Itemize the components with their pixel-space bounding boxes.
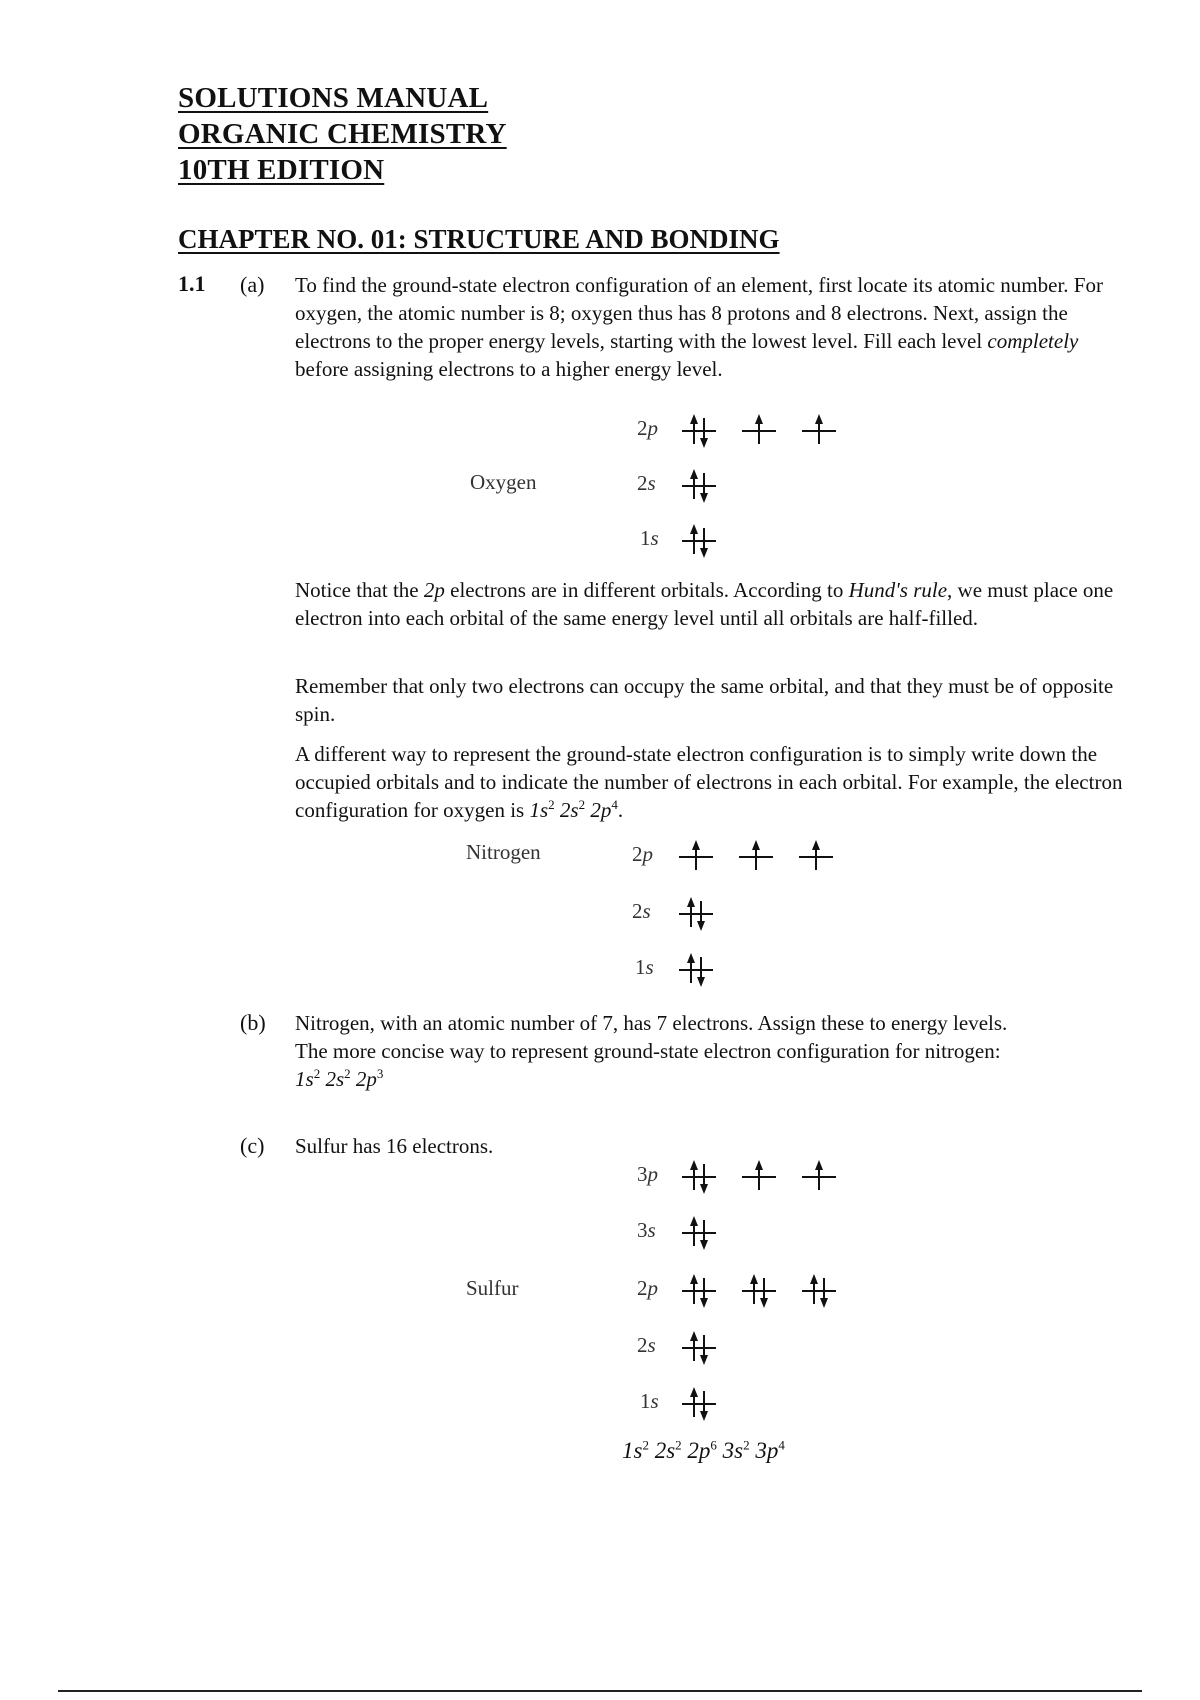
oxygen-label: Oxygen: [470, 470, 537, 494]
orbital-2p-1: [682, 414, 716, 448]
nitrogen-config: $1s^2$ $2s^2$ $2p^3$: [295, 1066, 384, 1091]
part-b-text: [295, 1009, 1125, 1093]
sulfur-level-1s: 1s: [640, 1389, 659, 1413]
hund-emphasis-2p: 2p: [423, 578, 445, 602]
orbital-2s-1: [679, 897, 713, 931]
orbital-3p-2: [742, 1160, 776, 1190]
orbital-2p-1: [682, 1274, 716, 1308]
sulfur-label: Sulfur: [466, 1276, 519, 1300]
oxygen-1s-orbitals: [680, 518, 740, 569]
sulfur-2s-orbitals: [680, 1325, 740, 1376]
part-c-label: (c): [240, 1133, 265, 1158]
sulfur-3p-orbitals: [680, 1154, 860, 1205]
alt-representation-paragraph: [295, 740, 1125, 824]
nitrogen-2p-orbitals: [677, 834, 857, 885]
nitrogen-1s-orbitals: [677, 947, 737, 998]
intro-text-2: before assigning electrons to a higher energy level.: [295, 357, 723, 381]
orbital-2s-1: [682, 469, 716, 503]
oxygen-level-2p: 2p: [637, 416, 658, 440]
orbital-1s-1: [682, 524, 716, 558]
part-b-label: (b): [240, 1010, 266, 1035]
orbital-2p-2: [739, 840, 773, 870]
alt-text: A different way to represent the ground-state electron configuration is to simply write down the occupied orbitals and to indicate the number of electrons in each orbital. For example, the electron configuration for oxygen is: [295, 742, 1123, 822]
nitrogen-label: Nitrogen: [466, 840, 541, 864]
hund-text-1: Notice that the: [295, 578, 424, 602]
orbital-3s-1: [682, 1216, 716, 1250]
orbital-2s-1: [682, 1331, 716, 1365]
sulfur-level-2p: 2p: [637, 1276, 658, 1300]
header-line-3: 10TH EDITION: [178, 154, 385, 186]
hund-paragraph: [295, 576, 1125, 632]
pauli-paragraph: Remember that only two electrons can occupy the same orbital, and that they must be of opposite spin.: [295, 674, 1114, 726]
orbital-3p-3: [802, 1160, 836, 1190]
nitrogen-level-1s: 1s: [635, 955, 654, 979]
header-line-2: ORGANIC CHEMISTRY: [178, 118, 507, 150]
part-b-text-1: Nitrogen, with an atomic number of 7, has 7 electrons. Assign these to energy levels.: [295, 1011, 1008, 1035]
oxygen-level-1s: 1s: [640, 526, 659, 550]
header-line-1: SOLUTIONS MANUAL: [178, 82, 489, 114]
orbital-2p-3: [799, 840, 833, 870]
oxygen-2s-orbitals: [680, 463, 740, 514]
orbital-2p-3: [802, 1274, 836, 1308]
nitrogen-2s-orbitals: [677, 891, 737, 942]
footer-rule: [58, 1690, 1142, 1692]
orbital-2p-2: [742, 414, 776, 444]
hund-text-3: , we must place one electron into each orbital of the same energy level until all orbitals are half-filled.: [295, 578, 1114, 630]
orbital-1s-1: [682, 1387, 716, 1421]
orbital-2p-2: [742, 1274, 776, 1308]
orbital-3p-1: [682, 1160, 716, 1194]
part-b-text-2: The more concise way to represent ground-state electron configuration for nitrogen:: [295, 1039, 1001, 1063]
nitrogen-level-2s: 2s: [632, 899, 651, 923]
sulfur-config: $1s^2$ $2s^2$ $2p^6$ $3s^2$ $3p^4$: [622, 1437, 785, 1463]
sulfur-level-2s: 2s: [637, 1333, 656, 1357]
orbital-1s-1: [679, 953, 713, 987]
sulfur-level-3p: 3p: [637, 1162, 658, 1186]
hund-text-2: electrons are in different orbitals. According to: [444, 578, 849, 602]
part-a-intro: [295, 271, 1115, 383]
part-c-text: Sulfur has 16 electrons.: [295, 1134, 494, 1158]
oxygen-config: $1s^2$ $2s^2$ $2p^4$.: [529, 797, 624, 822]
intro-emphasis: completely: [987, 329, 1079, 353]
sulfur-level-3s: 3s: [637, 1218, 656, 1242]
sulfur-1s-orbitals: [680, 1381, 740, 1432]
hund-emphasis-rule: Hund's rule: [848, 578, 948, 602]
part-a-label: (a): [240, 272, 265, 297]
oxygen-level-2s: 2s: [637, 471, 656, 495]
orbital-2p-1: [679, 840, 713, 870]
chapter-title: CHAPTER NO. 01: STRUCTURE AND BONDING: [178, 224, 780, 254]
sulfur-2p-orbitals: [680, 1268, 860, 1319]
orbital-2p-3: [802, 414, 836, 444]
problem-number: 1.1: [178, 271, 206, 296]
oxygen-2p-orbitals: [680, 408, 860, 459]
nitrogen-level-2p: 2p: [632, 842, 653, 866]
intro-text-1: To find the ground-state electron configuration of an element, first locate its atomic number. For oxygen, the atomic number is 8; oxygen thus has 8 protons and 8 electrons. Next, assign the electrons to the proper energy levels, starting with the lowest level. Fill each level: [295, 273, 1103, 353]
sulfur-3s-orbitals: [680, 1210, 740, 1261]
